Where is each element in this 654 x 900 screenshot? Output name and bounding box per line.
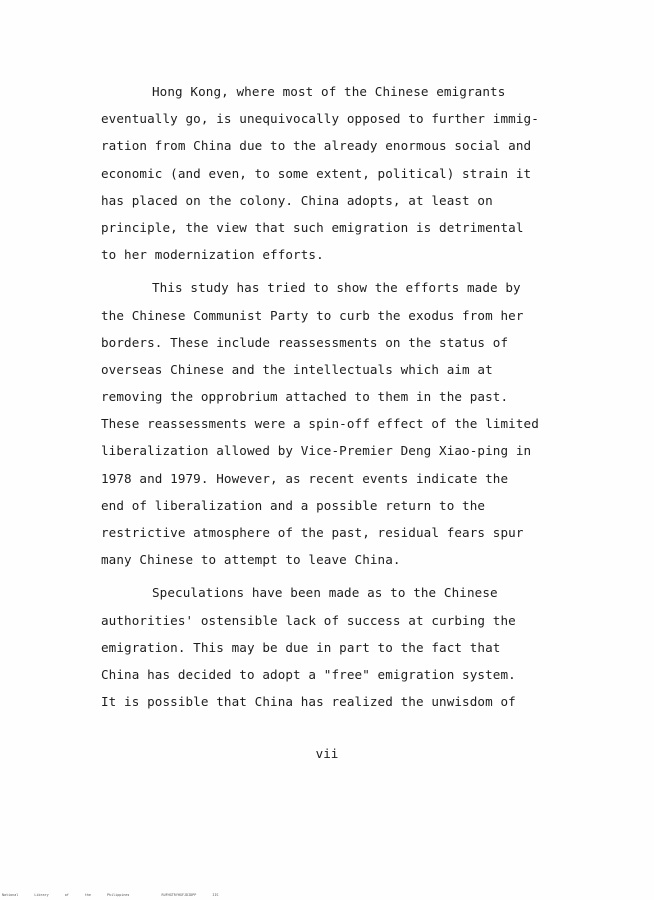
text-line: emigration. This may be due in part to the fact that (101, 639, 501, 655)
text-line: It is possible that China has realized the unwisdom of (101, 694, 516, 710)
text-line: the Chinese Communist Party to curb the exodus from her (101, 307, 524, 323)
text-line: Speculations have been made as to the Chinese (152, 585, 498, 601)
text-line: removing the opprobrium attached to them in the past. (101, 389, 509, 405)
page-number: vii (315, 746, 339, 761)
paragraph-2 (101, 274, 571, 573)
text-line: restrictive atmosphere of the past, residual fears spur (101, 525, 524, 540)
text-line: 1978 and 1979. However, as recent events indicate the (101, 470, 509, 486)
text-line: borders. These include reassessments on the status of (101, 334, 509, 350)
library-footer-stamp: National Library of the Philippines RUFHGTRYHGFJDIDPP IIS (2, 893, 219, 897)
text-line: end of liberalization and a possible return to the (101, 497, 486, 513)
text-line: has placed on the colony. China adopts, at least on (101, 192, 493, 208)
paragraph-1 (101, 78, 571, 268)
text-line: Hong Kong, where most of the Chinese emigrants (152, 84, 506, 99)
text-line: liberalization allowed by Vice-Premier Deng Xiao-ping in (101, 443, 532, 459)
text-line: economic (and even, to some extent, political) strain it (101, 165, 532, 181)
text-line: to her modernization efforts. (101, 247, 324, 263)
text-line: principle, the view that such emigration is detrimental (101, 219, 524, 235)
text-line: overseas Chinese and the intellectuals which aim at (101, 361, 493, 377)
text-line: many Chinese to attempt to leave China. (101, 552, 401, 568)
text-line: These reassessments were a spin-off effect of the limited (101, 416, 539, 432)
paragraph-3 (101, 579, 571, 715)
text-line: ration from China due to the already enormous social and (101, 138, 532, 154)
text-line: eventually go, is unequivocally opposed to further immig- (101, 111, 539, 127)
text-line: This study has tried to show the efforts made by (152, 280, 521, 296)
text-line: authorities' ostensible lack of success at curbing the (101, 612, 516, 628)
text-line: China has decided to adopt a "free" emigration system. (101, 666, 516, 682)
body-text (101, 78, 571, 715)
